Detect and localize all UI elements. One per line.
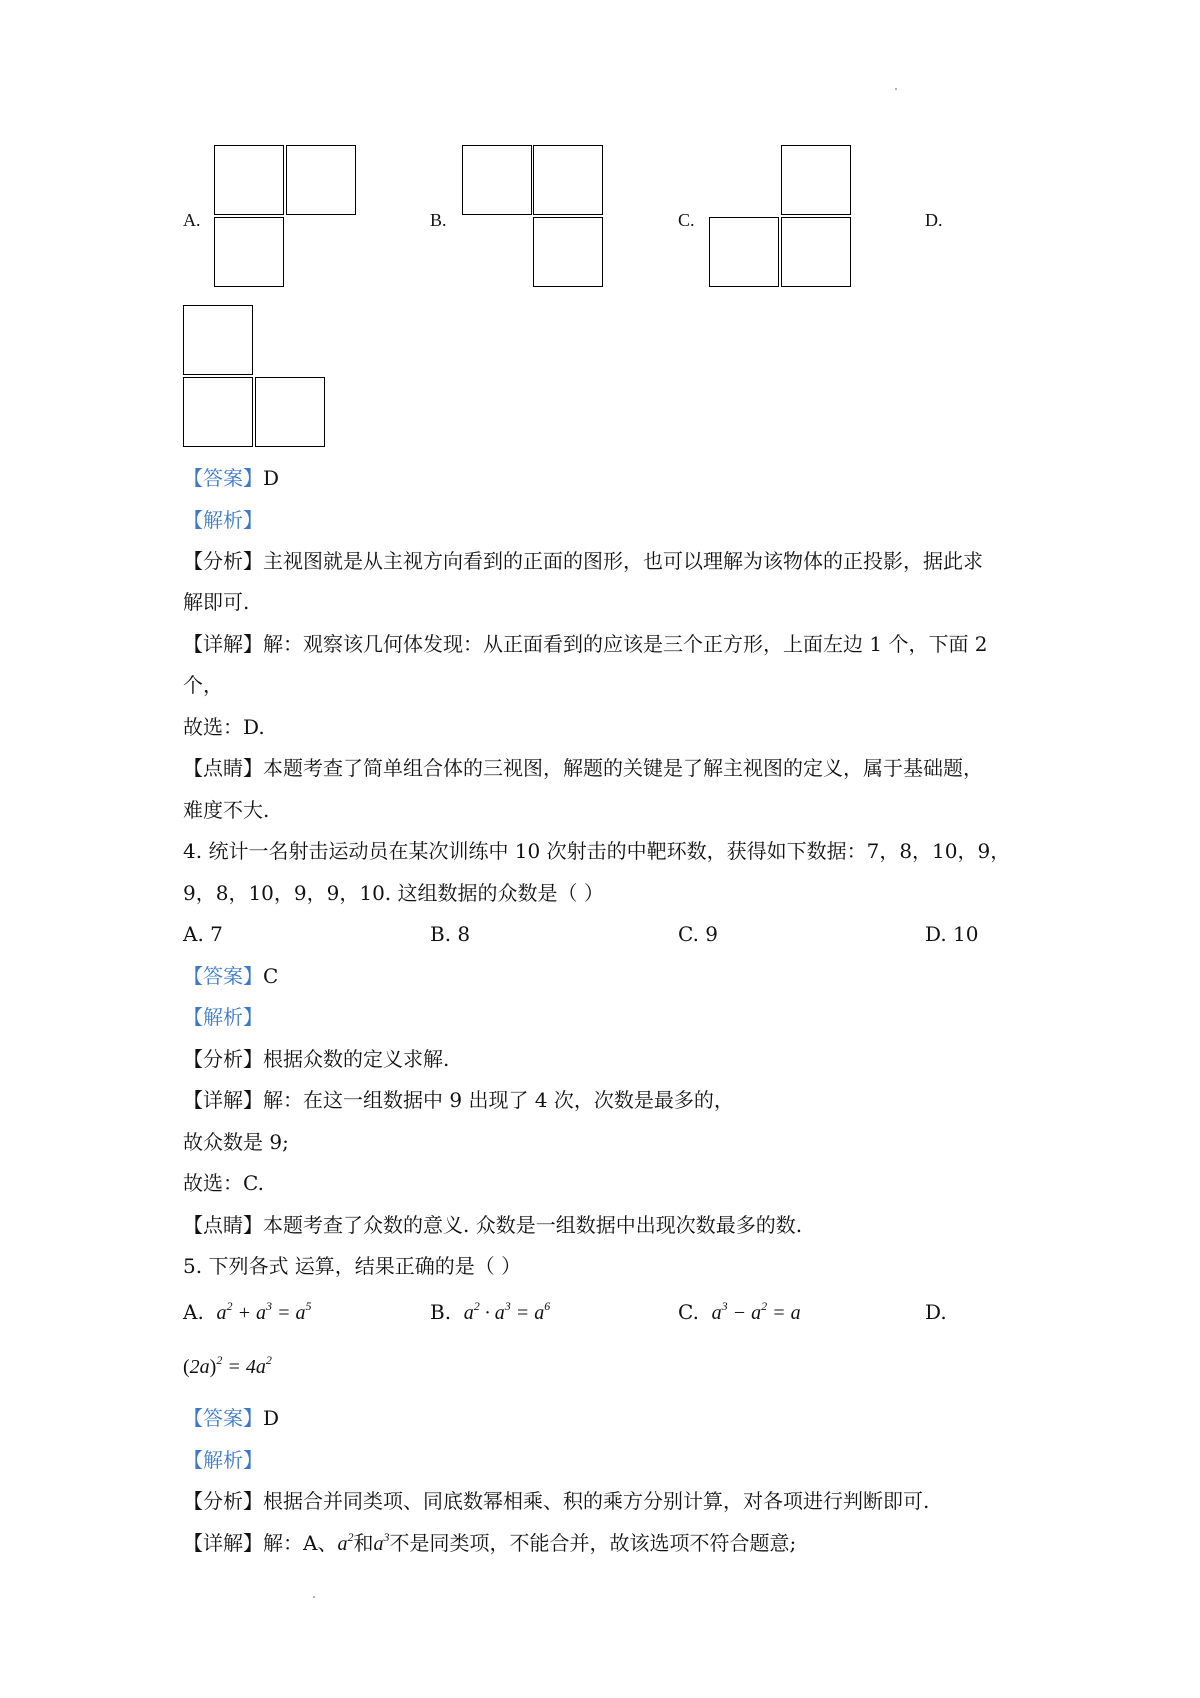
q4-choose-line: 故选：C. [183,1171,264,1195]
fenxi-text: 根据合并同类项、同底数幂相乘、积的乘方分别计算，对各项进行判断即可. [263,1489,930,1513]
detail-text: 解：在这一组数据中 9 出现了 4 次，次数是最多的， [263,1088,734,1112]
q3-choose-line: 故选：D. [183,715,265,739]
square [183,377,253,447]
square [781,217,851,287]
q5-option-a[interactable] [183,1298,312,1327]
q3-detail-line-1 [183,630,988,658]
q3-option-d-label[interactable]: D. [925,210,943,230]
option-label: C. [678,1300,699,1324]
formula: $a^2 + a^3 = a^5$ [216,1299,312,1324]
option-label: D. [925,1300,947,1324]
formula: $a^3 - a^2 = a$ [711,1299,801,1324]
q4-detail-line-1 [183,1086,734,1114]
formula: $a^2$ [337,1530,354,1555]
q4-option-a[interactable]: A. 7 [183,922,223,946]
q4-stem-line-2: 9，8，10，9，9，10. 这组数据的众数是（ ） [183,881,604,905]
square [214,217,284,287]
analysis-tag: 【解析】 [183,508,263,532]
answer-tag: 【答案】 [183,1406,263,1430]
q3-analysis-line [183,506,263,534]
scan-dot [313,1596,315,1598]
q5-option-c[interactable] [678,1298,801,1327]
q5-stem-line: 5. 下列各式 运算，结果正确的是（ ） [183,1254,522,1278]
q4-option-d[interactable]: D. 10 [925,922,979,946]
square [533,217,603,287]
scan-dot [895,88,897,90]
square [709,217,779,287]
analysis-tag: 【解析】 [183,1448,263,1472]
q3-fenxi-line-2: 解即可. [183,590,250,614]
fenxi-text: 主视图就是从主视方向看到的正面的图形，也可以理解为该物体的正投影，据此求 [263,549,983,573]
formula: $a^2 \cdot a^3 = a^6$ [463,1299,551,1324]
q4-fenxi-line [183,1045,449,1073]
q4-option-b[interactable]: B. 8 [430,922,471,946]
square [533,145,603,215]
q5-option-d[interactable] [925,1298,947,1326]
detail-prefix: 解：A、 [263,1531,338,1555]
square [286,145,356,215]
answer-value: D [263,466,280,490]
q3-option-a-label[interactable]: A. [183,210,201,230]
detail-tag: 【详解】 [183,1088,263,1112]
fenxi-text: 根据众数的定义求解. [263,1047,450,1071]
square [462,145,532,215]
q4-comment-line [183,1211,802,1239]
comment-tag: 【点睛】 [183,756,263,780]
square [183,305,253,375]
q3-detail-line-2: 个， [183,673,223,697]
q3-comment-line-2: 难度不大. [183,798,270,822]
q3-comment-line-1 [183,754,983,782]
q4-option-c[interactable]: C. 9 [678,922,719,946]
q5-option-d-formula[interactable] [183,1352,272,1381]
formula: $a^3$ [373,1530,390,1555]
q4-analysis-line [183,1003,263,1031]
q4-detail-line-2: 故众数是 9; [183,1130,289,1154]
answer-tag: 【答案】 [183,964,263,988]
q4-stem-line-1: 4. 统计一名射击运动员在某次训练中 10 次射击的中靶环数，获得如下数据：7，8，10，9， [183,839,1011,863]
detail-tag: 【详解】 [183,632,263,656]
detail-suffix: 不是同类项，不能合并，故该选项不符合题意; [389,1531,797,1555]
q3-option-b-label[interactable]: B. [430,210,447,230]
q3-option-c-label[interactable]: C. [678,210,695,230]
q5-answer-line [183,1404,279,1432]
formula: $(2a)^2 = 4a^2$ [183,1353,272,1378]
q4-answer-line [183,962,278,990]
q5-detail-line [183,1529,796,1558]
analysis-tag: 【解析】 [183,1005,263,1029]
fenxi-tag: 【分析】 [183,549,263,573]
option-label: A. [183,1300,204,1324]
square [781,145,851,215]
comment-text: 本题考查了众数的意义. 众数是一组数据中出现次数最多的数. [263,1213,803,1237]
answer-value: C [263,964,279,988]
q5-option-b[interactable] [430,1298,550,1327]
fenxi-tag: 【分析】 [183,1489,263,1513]
option-label: B. [430,1300,452,1324]
q3-answer-line [183,464,279,492]
fenxi-tag: 【分析】 [183,1047,263,1071]
q3-fenxi-line-1 [183,547,983,575]
square [214,145,284,215]
answer-tag: 【答案】 [183,466,263,490]
answer-value: D [263,1406,280,1430]
comment-tag: 【点睛】 [183,1213,263,1237]
detail-mid: 和 [353,1531,374,1555]
detail-text: 解：观察该几何体发现：从正面看到的应该是三个正方形，上面左边 1 个，下面 2 [263,632,988,656]
q5-analysis-line [183,1446,263,1474]
detail-tag: 【详解】 [183,1531,263,1555]
square [255,377,325,447]
comment-text: 本题考查了简单组合体的三视图，解题的关键是了解主视图的定义，属于基础题， [263,756,983,780]
q5-fenxi-line [183,1487,929,1515]
